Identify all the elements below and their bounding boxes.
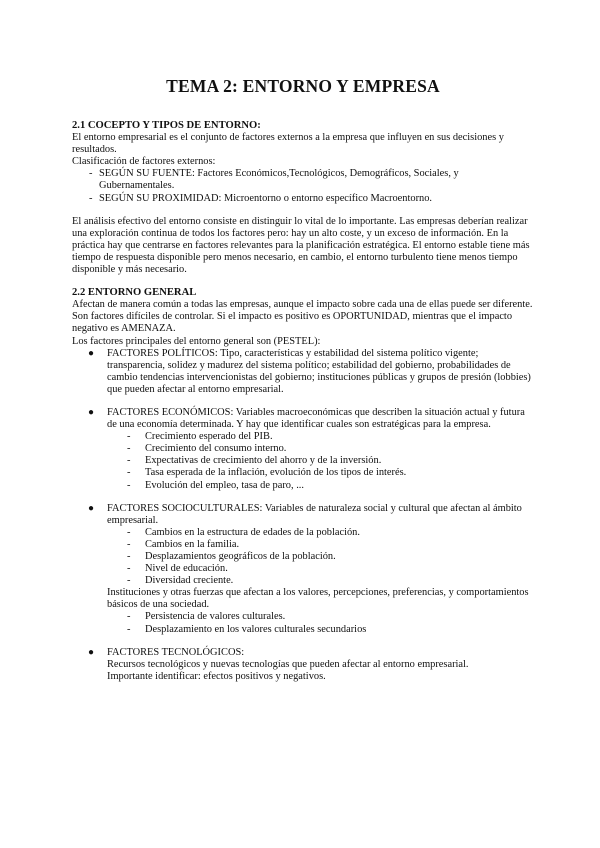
list-item: - Evolución del empleo, tasa de paro, ... [72, 480, 534, 492]
list-item: - Diversidad creciente. [72, 575, 534, 587]
section-heading-2-2: 2.2 ENTORNO GENERAL [72, 287, 197, 299]
paragraph: Clasificación de factores externos: [72, 156, 216, 168]
list-item: - Desplazamientos geográficos de la población. [72, 551, 534, 563]
list-item [72, 407, 534, 431]
dash-list [72, 611, 534, 635]
list-item: - Cambios en la familia. [72, 539, 534, 551]
dash-list [72, 431, 534, 491]
list-item: - Crecimiento del consumo interno. [72, 443, 534, 455]
list-item: - Crecimiento esperado del PIB. [72, 431, 534, 443]
page-title: TEMA 2: ENTORNO Y EMPRESA [166, 76, 440, 96]
paragraph: Importante identificar: efectos positivos y negativos. [107, 670, 326, 682]
list-item: - SEGÚN SU FUENTE: Factores Económicos,Tecnológicos, Demográficos, Sociales, y Gubernamentales. [72, 168, 534, 192]
list-item [72, 348, 534, 396]
list-item: - Tasa esperada de la inflación, evolución de los tipos de interés. [72, 467, 534, 479]
paragraph: Recursos tecnológicos y nuevas tecnologías que pueden afectar al entorno empresarial. [107, 658, 469, 670]
list-item: - Nivel de educación. [72, 563, 534, 575]
dash-list [72, 168, 534, 204]
bullet-icon: ● [88, 347, 95, 359]
paragraph: El análisis efectivo del entorno consiste en distinguir lo vital de lo importante. Las empresas deberían realizar una exploración continua de todos los factores pero: hay un alto coste, y un exceso de información. En la práctica hay que centrarse en factores relevantes para la planificación estratégica. El entorno estable tiene más tiempo de respuesta disponible pero menos necesario, en cambio, el entorno turbulento tiene menos tiempo disponible y más necesario. [72, 215, 530, 276]
list-item: - Cambios en la estructura de edades de la población. [72, 527, 534, 539]
bullet-icon: ● [88, 502, 95, 514]
document-body [72, 120, 534, 683]
list-item: - SEGÚN SU PROXIMIDAD: Microentorno o entorno específico Macroentorno. [72, 193, 534, 205]
list-item [72, 503, 534, 527]
factor-tecnologicos: FACTORES TECNOLÓGICOS: [107, 646, 245, 658]
factor-socioculturales: FACTORES SOCIOCULTURALES: Variables de naturaleza social y cultural que afectan al ámbito empresarial. [107, 502, 522, 526]
factor-politicos: FACTORES POLÍTICOS: Tipo, características y estabilidad del sistema político vigente; transparencia, solidez y madurez del sistema político; estabilidad del gobierno, probabilidades de cambio tendencias intervencionistas del gobierno; instituciones públicas y grupos de presión (lobbies) que pueden afectar al entorno empresarial. [107, 347, 531, 395]
paragraph: Afectan de manera común a todas las empresas, aunque el impacto sobre cada una de ellas puede ser diferente. Son factores difíciles de controlar. Si el impacto es positivo es OPORTUNIDAD, mientras que el impacto negativo es AMENAZA. [72, 299, 533, 335]
bullet-icon: ● [88, 646, 95, 658]
list-item: - Desplazamiento en los valores culturales secundarios [72, 624, 534, 636]
list-item: - Persistencia de valores culturales. [72, 611, 534, 623]
list-item: - Expectativas de crecimiento del ahorro y de la inversión. [72, 455, 534, 467]
bullet-icon: ● [88, 406, 95, 418]
paragraph: Instituciones y otras fuerzas que afectan a los valores, percepciones, preferencias, y comportamientos básicos de una sociedad. [107, 587, 529, 611]
paragraph: El entorno empresarial es el conjunto de factores externos a la empresa que influyen en sus decisiones y resultados. [72, 132, 504, 156]
list-item [72, 647, 534, 659]
paragraph: Los factores principales del entorno general son (PESTEL): [72, 335, 321, 347]
section-heading-2-1: 2.1 COCEPTO Y TIPOS DE ENTORNO: [72, 120, 261, 131]
factor-economicos: FACTORES ECONÓMICOS: Variables macroeconómicas que describen la situación actual y futura de una economía determinada. Y hay que identificar cuales son estratégicas para la empresa. [107, 406, 525, 431]
dash-list [72, 527, 534, 587]
